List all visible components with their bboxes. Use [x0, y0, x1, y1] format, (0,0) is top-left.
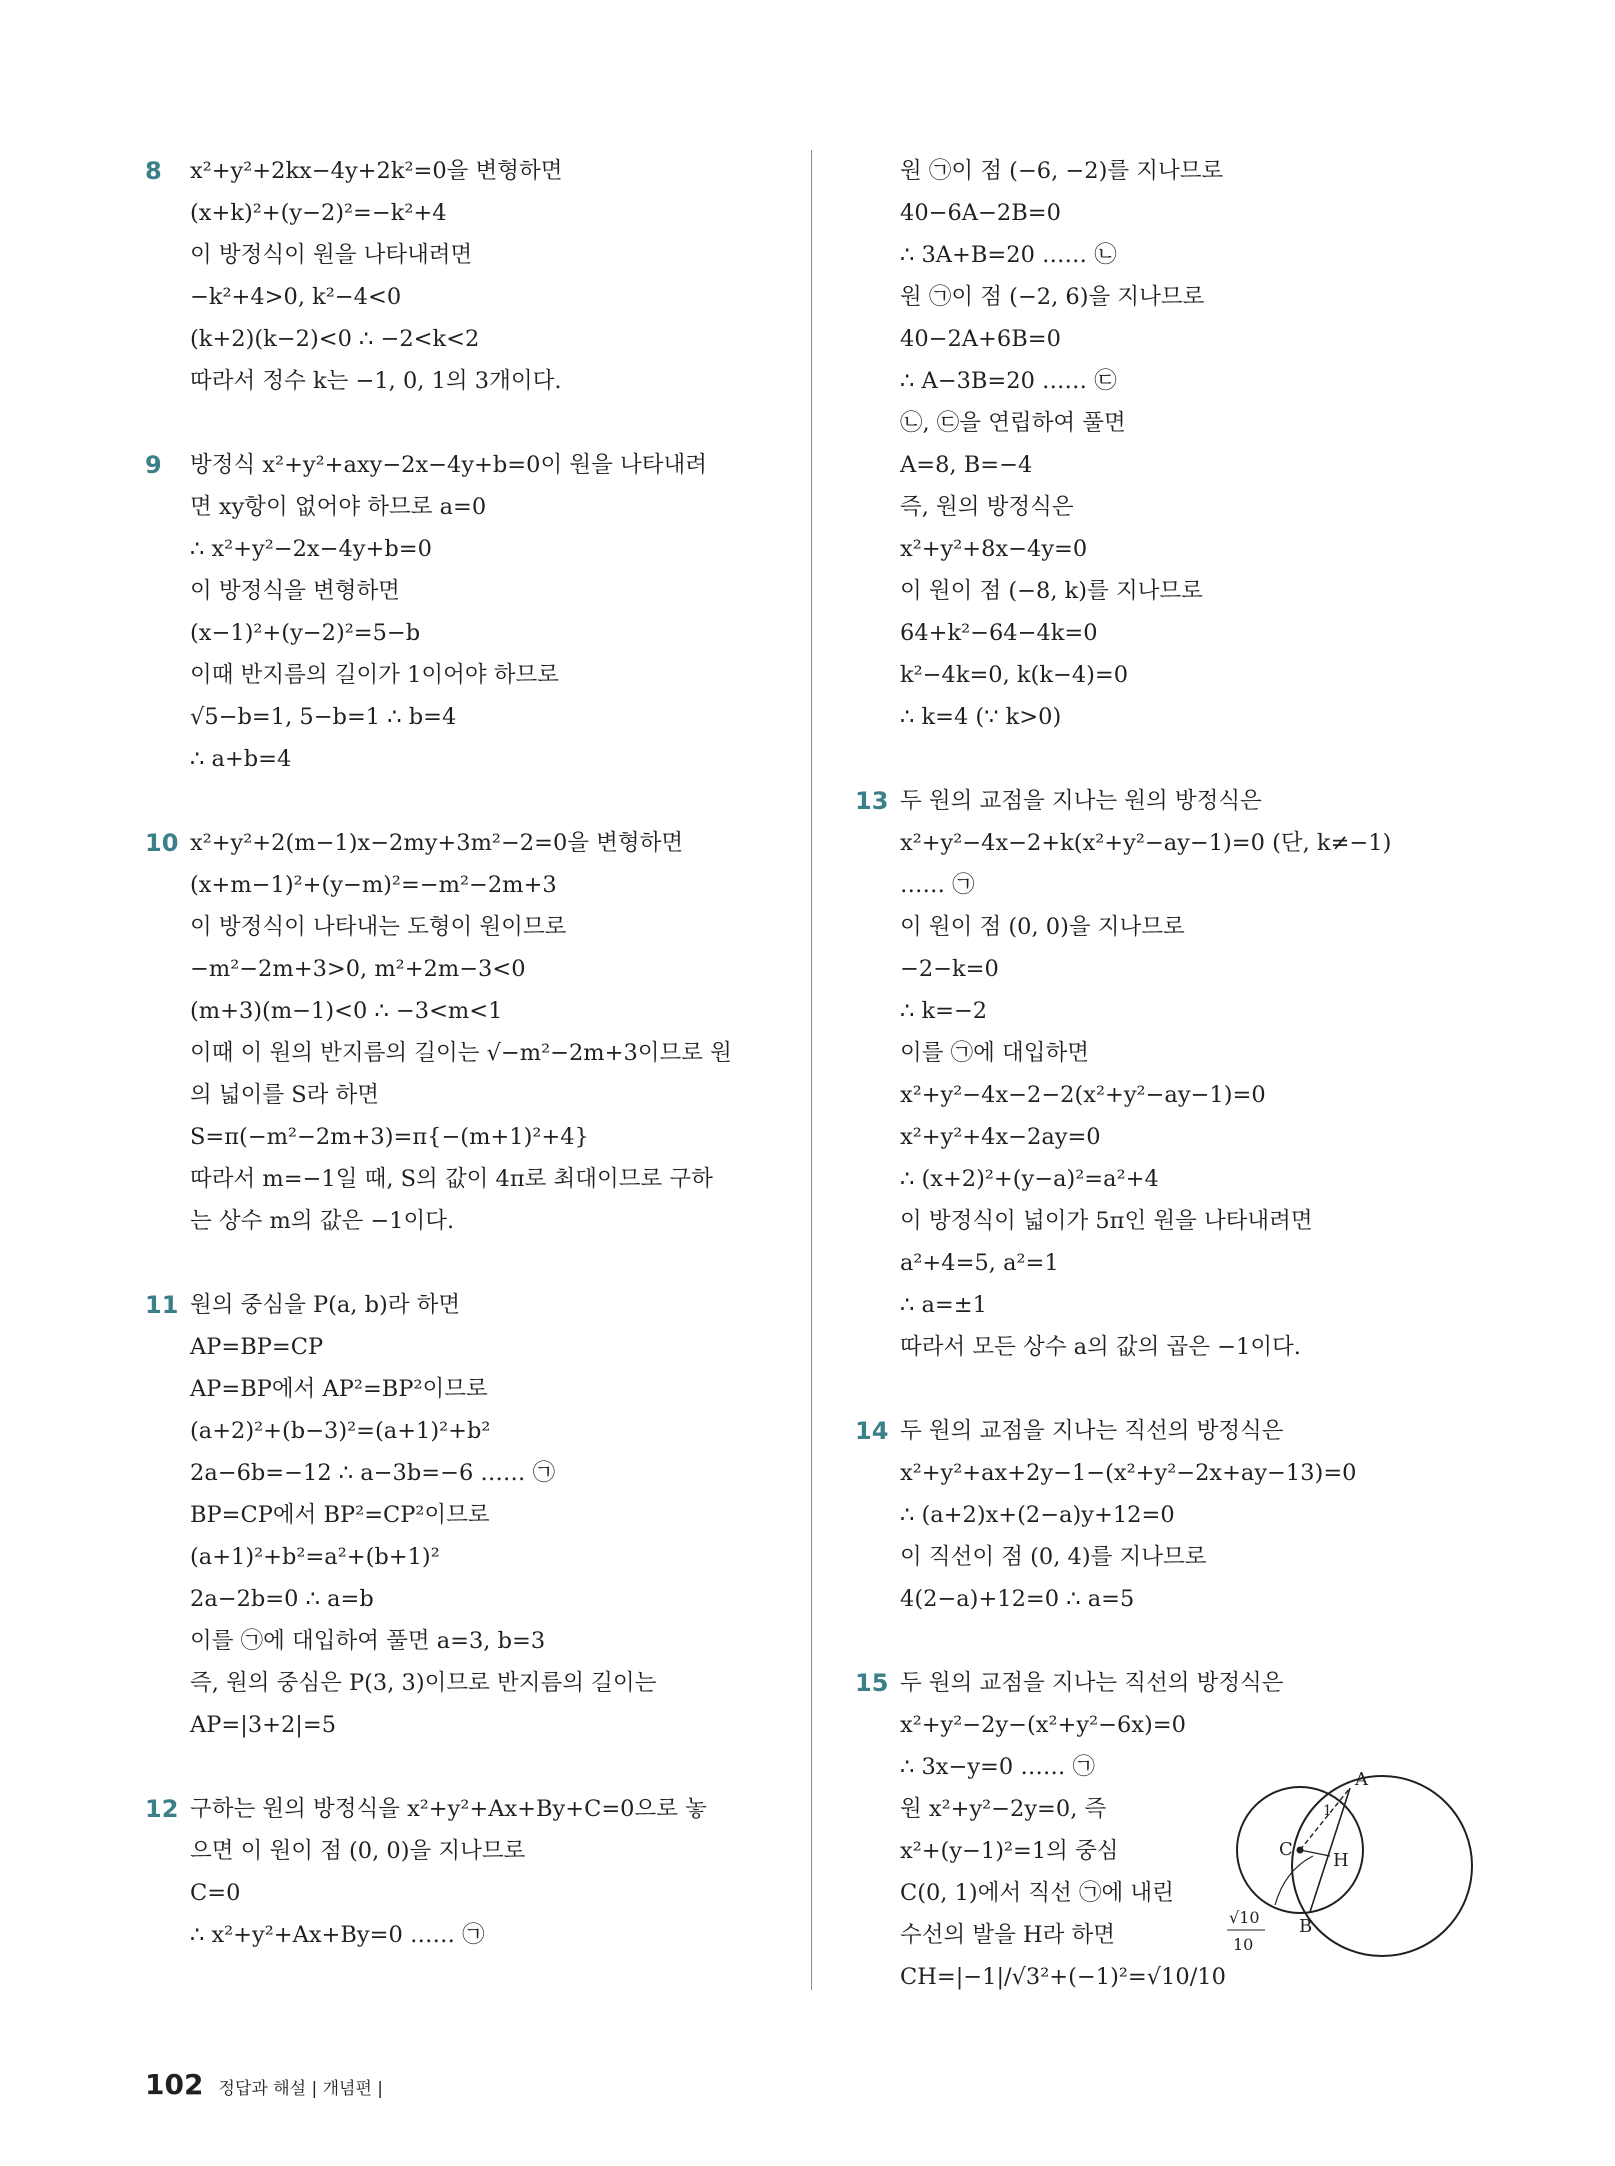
solution-line: 이 방정식이 넓이가 5π인 원을 나타내려면 [900, 1208, 1313, 1234]
solution-line: ∴ a+b=4 [190, 746, 292, 772]
solution-line: x²+y²+ax+2y−1−(x²+y²−2x+ay−13)=0 [900, 1460, 1357, 1486]
solution-line: AP=|3+2|=5 [190, 1712, 337, 1738]
problem-10 [145, 822, 785, 1242]
solution-line: …… ㉠ [900, 872, 975, 898]
problem-number: 13 [855, 787, 889, 815]
solution-line: (a+1)²+b²=a²+(b+1)² [190, 1544, 440, 1570]
problem-9 [145, 444, 785, 780]
solution-line: 면 xy항이 없어야 하므로 a=0 [190, 494, 487, 520]
solution-line: x²+y²−4x−2−2(x²+y²−ay−1)=0 [900, 1082, 1266, 1108]
label-h: H [1333, 1850, 1349, 1871]
solution-line: ∴ k=−2 [900, 998, 988, 1024]
label-one: 1 [1323, 1803, 1332, 1819]
solution-line: 의 넓이를 S라 하면 [190, 1082, 380, 1108]
solution-line: ∴ k=4 (∵ k>0) [900, 704, 1062, 730]
problem-number: 12 [145, 1795, 179, 1823]
problem-number: 8 [145, 157, 162, 185]
solution-line: 64+k²−64−4k=0 [900, 620, 1098, 646]
solution-line: CH=|−1|/√3²+(−1)²=√10/10 [900, 1964, 1226, 1990]
problem-number: 15 [855, 1669, 889, 1697]
solution-line: 구하는 원의 방정식을 x²+y²+Ax+By+C=0으로 놓 [190, 1796, 707, 1822]
solution-line: 2a−6b=−12 ∴ a−3b=−6 …… ㉠ [190, 1460, 556, 1486]
circles-diagram [1215, 1760, 1475, 1970]
solution-line: 이를 ㉠에 대입하여 풀면 a=3, b=3 [190, 1628, 546, 1654]
solution-line: x²+y²+2kx−4y+2k²=0을 변형하면 [190, 158, 563, 184]
page-footer [145, 2068, 383, 2101]
solution-line: x²+y²−4x−2+k(x²+y²−ay−1)=0 (단, k≠−1) [900, 830, 1392, 856]
solution-line: 2a−2b=0 ∴ a=b [190, 1586, 374, 1612]
solution-line: 두 원의 교점을 지나는 직선의 방정식은 [900, 1418, 1284, 1444]
problem-number: 9 [145, 451, 162, 479]
solution-line: AP=BP에서 AP²=BP²이므로 [190, 1376, 488, 1402]
solution-line: 으면 이 원이 점 (0, 0)을 지나므로 [190, 1838, 526, 1864]
center-c [1297, 1847, 1304, 1854]
solution-line: ∴ a=±1 [900, 1292, 987, 1318]
label-a: A [1355, 1769, 1368, 1790]
solution-line: (k+2)(k−2)<0 ∴ −2<k<2 [190, 326, 480, 352]
problem-number: 11 [145, 1291, 179, 1319]
solution-line: 원 ㉠이 점 (−6, −2)를 지나므로 [900, 158, 1224, 184]
solution-line: x²+y²+8x−4y=0 [900, 536, 1088, 562]
solution-line: ∴ x²+y²−2x−4y+b=0 [190, 536, 432, 562]
solution-line: 이때 이 원의 반지름의 길이는 √−m²−2m+3이므로 원 [190, 1040, 732, 1066]
solution-line: 40−2A+6B=0 [900, 326, 1061, 352]
problem-12 [145, 1788, 785, 1956]
solution-line: BP=CP에서 BP²=CP²이므로 [190, 1502, 490, 1528]
solution-line: 4(2−a)+12=0 ∴ a=5 [900, 1586, 1135, 1612]
solution-line: 는 상수 m의 값은 −1이다. [190, 1208, 455, 1234]
solution-line: −m²−2m+3>0, m²+2m−3<0 [190, 956, 526, 982]
problem-13 [855, 780, 1475, 1368]
solution-line: ∴ x²+y²+Ax+By=0 …… ㉠ [190, 1922, 485, 1948]
book-title: 정답과 해설 | 개념편 | [218, 2079, 383, 2099]
solution-line: C=0 [190, 1880, 241, 1906]
solution-line: (m+3)(m−1)<0 ∴ −3<m<1 [190, 998, 503, 1024]
problem-number: 10 [145, 829, 179, 857]
solution-line: (x+m−1)²+(y−m)²=−m²−2m+3 [190, 872, 557, 898]
solution-line: x²+(y−1)²=1의 중심 [900, 1838, 1119, 1864]
solution-line: 원 ㉠이 점 (−2, 6)을 지나므로 [900, 284, 1205, 310]
label-c: C [1279, 1839, 1293, 1860]
solution-line: x²+y²−2y−(x²+y²−6x)=0 [900, 1712, 1186, 1738]
solution-line: 따라서 모든 상수 a의 값의 곱은 −1이다. [900, 1334, 1301, 1360]
solution-line: ∴ 3x−y=0 …… ㉠ [900, 1754, 1096, 1780]
solution-line: 이 방정식을 변형하면 [190, 578, 400, 604]
solution-line: 수선의 발을 H라 하면 [900, 1922, 1115, 1948]
solution-line: 원의 중심을 P(a, b)라 하면 [190, 1292, 461, 1318]
large-circle [1292, 1776, 1472, 1956]
solution-line: A=8, B=−4 [900, 452, 1033, 478]
solution-line: ∴ 3A+B=20 …… ㉡ [900, 242, 1117, 268]
solution-line: 방정식 x²+y²+axy−2x−4y+b=0이 원을 나타내려 [190, 452, 707, 478]
problem-12-continued [855, 150, 1475, 738]
solution-line: −k²+4>0, k²−4<0 [190, 284, 402, 310]
solution-line: ㉡, ㉢을 연립하여 풀면 [900, 410, 1126, 436]
solution-line: (a+2)²+(b−3)²=(a+1)²+b² [190, 1418, 491, 1444]
solution-line: √5−b=1, 5−b=1 ∴ b=4 [190, 704, 457, 730]
solution-line: 원 x²+y²−2y=0, 즉 [900, 1796, 1107, 1822]
solution-line: 이 직선이 점 (0, 4)를 지나므로 [900, 1544, 1207, 1570]
label-len-den: 10 [1233, 1935, 1254, 1954]
label-b: B [1299, 1916, 1313, 1937]
problem-8 [145, 150, 785, 402]
solution-line: k²−4k=0, k(k−4)=0 [900, 662, 1129, 688]
column-divider [811, 150, 812, 1990]
solution-line: 따라서 정수 k는 −1, 0, 1의 3개이다. [190, 368, 562, 394]
solution-line: 이때 반지름의 길이가 1이어야 하므로 [190, 662, 559, 688]
solution-line: AP=BP=CP [190, 1334, 324, 1360]
solution-line: 이 원이 점 (−8, k)를 지나므로 [900, 578, 1203, 604]
solution-line: 즉, 원의 중심은 P(3, 3)이므로 반지름의 길이는 [190, 1670, 657, 1696]
solution-line: 두 원의 교점을 지나는 원의 방정식은 [900, 788, 1262, 814]
solution-line: ∴ (x+2)²+(y−a)²=a²+4 [900, 1166, 1159, 1192]
solution-line: x²+y²+4x−2ay=0 [900, 1124, 1101, 1150]
problem-11 [145, 1284, 785, 1746]
page-number: 102 [145, 2068, 204, 2101]
problem-14 [855, 1410, 1475, 1620]
right-column [855, 150, 1475, 2040]
solution-line: 이 방정식이 나타내는 도형이 원이므로 [190, 914, 567, 940]
solution-line: x²+y²+2(m−1)x−2my+3m²−2=0을 변형하면 [190, 830, 684, 856]
solution-line: 이 방정식이 원을 나타내려면 [190, 242, 473, 268]
solution-line: 이를 ㉠에 대입하면 [900, 1040, 1089, 1066]
solution-line: (x+k)²+(y−2)²=−k²+4 [190, 200, 447, 226]
solution-line: 즉, 원의 방정식은 [900, 494, 1074, 520]
solution-line: S=π(−m²−2m+3)=π{−(m+1)²+4} [190, 1124, 589, 1150]
solution-line: 40−6A−2B=0 [900, 200, 1061, 226]
solution-line: 따라서 m=−1일 때, S의 값이 4π로 최대이므로 구하 [190, 1166, 713, 1192]
solution-line: a²+4=5, a²=1 [900, 1250, 1059, 1276]
left-column [145, 150, 785, 1998]
solution-line: ∴ (a+2)x+(2−a)y+12=0 [900, 1502, 1175, 1528]
solution-line: (x−1)²+(y−2)²=5−b [190, 620, 421, 646]
label-len-num: √10 [1229, 1908, 1260, 1927]
solution-line: ∴ A−3B=20 …… ㉢ [900, 368, 1117, 394]
solution-line: −2−k=0 [900, 956, 999, 982]
solution-line: C(0, 1)에서 직선 ㉠에 내린 [900, 1880, 1174, 1906]
problem-number: 14 [855, 1417, 889, 1445]
solution-line: 이 원이 점 (0, 0)을 지나므로 [900, 914, 1185, 940]
solution-line: 두 원의 교점을 지나는 직선의 방정식은 [900, 1670, 1284, 1696]
segment-ch [1300, 1850, 1330, 1856]
